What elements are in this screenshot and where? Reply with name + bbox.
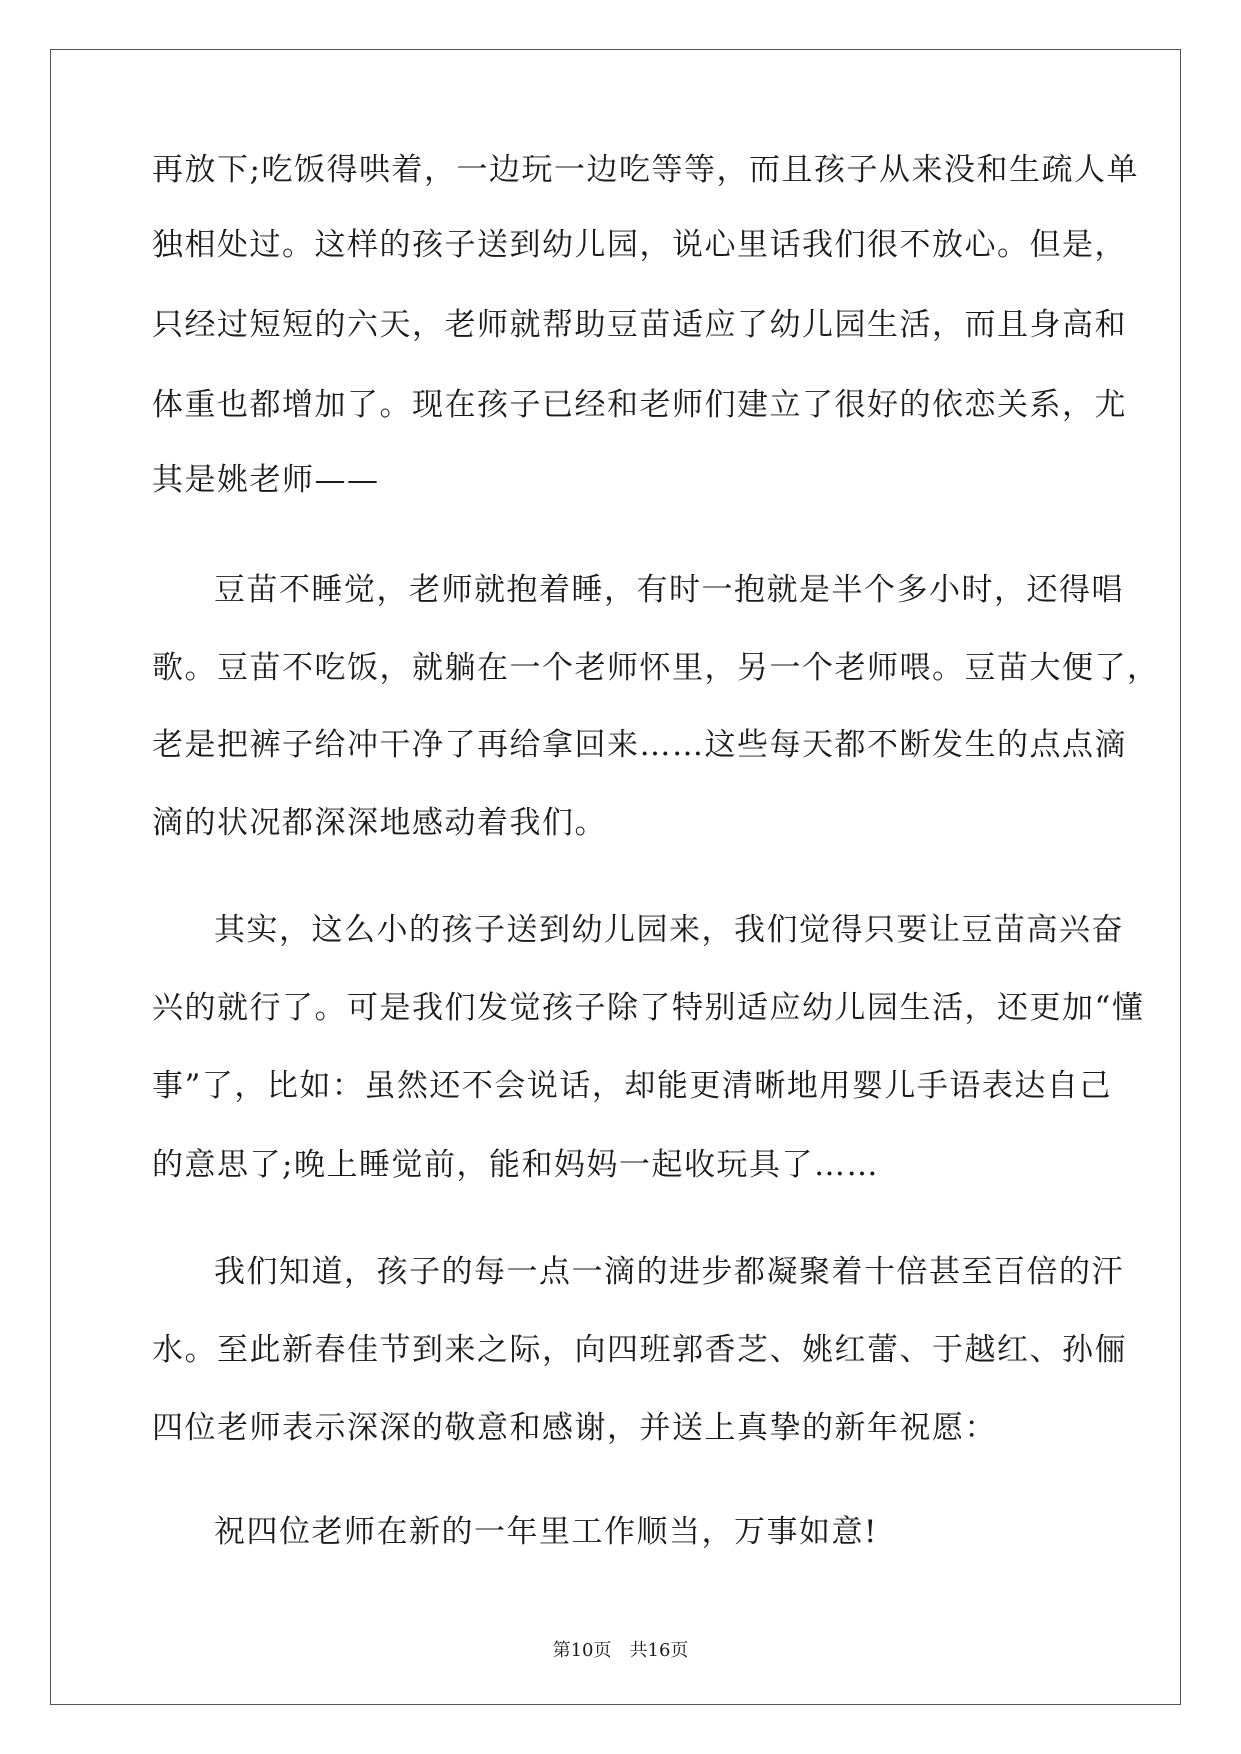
text-line: 老是把裤子给冲干净了再给拿回来……这些每天都不断发生的点点滴 [152, 727, 1127, 763]
text-line: 再放下;吃饭得哄着，一边玩一边吃等等，而且孩子从来没和生疏人单 [152, 152, 1139, 188]
text-line: 事”了，比如：虽然还不会说话，却能更清晰地用婴儿手语表达自己 [152, 1068, 1112, 1104]
text-line: 歌。豆苗不吃饭，就躺在一个老师怀里，另一个老师喂。豆苗大便了， [152, 650, 1160, 686]
text-line: 滴的状况都深深地感动着我们。 [152, 805, 607, 841]
paragraph-first-line: 我们知道，孩子的每一点一滴的进步都凝聚着十倍甚至百倍的汗 [214, 1254, 1124, 1290]
text-line: 四位老师表示深深的敬意和感谢，并送上真挚的新年祝愿： [152, 1410, 997, 1446]
page-frame [50, 49, 1181, 1705]
text-line: 体重也都增加了。现在孩子已经和老师们建立了很好的依恋关系，尤 [152, 387, 1127, 423]
paragraph-first-line: 祝四位老师在新的一年里工作顺当，万事如意! [214, 1514, 878, 1550]
text-line: 水。至此新春佳节到来之际，向四班郭香芝、姚红蕾、于越红、孙俪 [152, 1332, 1127, 1368]
text-line: 其是姚老师—— [152, 462, 380, 498]
text-line: 只经过短短的六天，老师就帮助豆苗适应了幼儿园生活，而且身高和 [152, 307, 1127, 343]
text-line: 兴的就行了。可是我们发觉孩子除了特别适应幼儿园生活，还更加“懂 [152, 990, 1145, 1026]
page-number-label: 第10页 共16页 [552, 1640, 689, 1661]
page-number-footer [0, 1640, 1241, 1662]
paragraph-first-line: 其实，这么小的孩子送到幼儿园来，我们觉得只要让豆苗高兴奋 [214, 912, 1124, 948]
paragraph-first-line: 豆苗不睡觉，老师就抱着睡，有时一抱就是半个多小时，还得唱 [214, 572, 1124, 608]
text-line: 独相处过。这样的孩子送到幼儿园，说心里话我们很不放心。但是， [152, 227, 1127, 263]
text-line: 的意思了;晚上睡觉前，能和妈妈一起收玩具了…… [152, 1147, 879, 1183]
